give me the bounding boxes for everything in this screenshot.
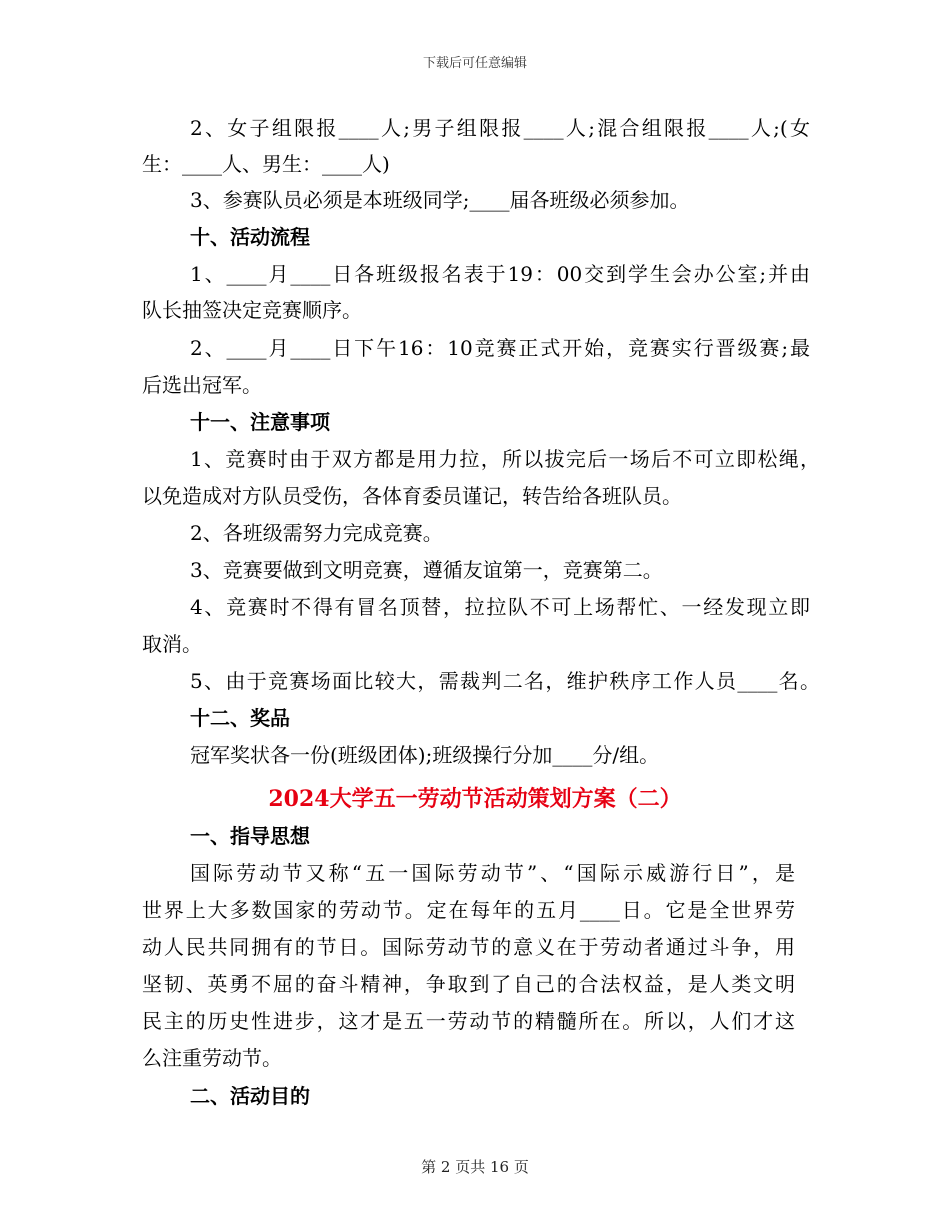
paragraph-line: 以免造成对方队员受伤，各体育委员谨记，转告给各班队员。	[142, 484, 682, 508]
section-heading: 二、活动目的	[190, 1084, 310, 1108]
paragraph-line: 2、各班级需努力完成竞赛。	[190, 521, 443, 545]
page-footer: 第 2 页共 16 页	[421, 1158, 529, 1176]
section-heading: 一、指导思想	[190, 824, 310, 848]
paragraph-line: 么注重劳动节。	[142, 1046, 282, 1070]
paragraph-line: 取消。	[142, 632, 202, 656]
section-heading: 十一、注意事项	[190, 410, 330, 434]
document-title: 2024大学五一劳动节活动策划方案（二）	[268, 786, 682, 812]
paragraph-line: 动人民共同拥有的节日。国际劳动节的意义在于劳动者通过斗争，用	[142, 935, 795, 959]
paragraph-line: 1、____月____日各班级报名表于19：00交到学生会办公室;并由	[190, 262, 810, 286]
paragraph-line: 3、竞赛要做到文明竞赛，遵循友谊第一，竞赛第二。	[190, 558, 663, 582]
paragraph-line: 冠军奖状各一份(班级团体);班级操行分加____分/组。	[190, 743, 660, 767]
paragraph-line: 国际劳动节又称“五一国际劳动节”、“国际示威游行日”，是	[190, 861, 795, 885]
paragraph-line: 2、女子组限报____人;男子组限报____人;混合组限报____人;(女	[190, 116, 810, 140]
paragraph-line: 世界上大多数国家的劳动节。定在每年的五月____日。它是全世界劳	[142, 898, 795, 922]
paragraph-line: 民主的历史性进步，这才是五一劳动节的精髓所在。所以，人们才这	[142, 1009, 795, 1033]
paragraph-line: 生：____人、男生：____人)	[142, 152, 390, 176]
paragraph-line: 后选出冠军。	[142, 373, 262, 397]
section-heading: 十二、奖品	[190, 706, 290, 730]
paragraph-line: 4、竞赛时不得有冒名顶替，拉拉队不可上场帮忙、一经发现立即	[190, 595, 810, 619]
page-header: 下载后可任意编辑	[422, 56, 527, 71]
paragraph-line: 5、由于竞赛场面比较大，需裁判二名，维护秩序工作人员____名。	[190, 669, 820, 693]
paragraph-line: 2、____月____日下午16：10竞赛正式开始，竞赛实行晋级赛;最	[190, 336, 810, 360]
paragraph-line: 坚韧、英勇不屈的奋斗精神，争取到了自己的合法权益，是人类文明	[142, 972, 795, 996]
paragraph-line: 1、竞赛时由于双方都是用力拉，所以拔完后一场后不可立即松绳，	[190, 447, 820, 471]
paragraph-line: 3、参赛队员必须是本班级同学;____届各班级必须参加。	[190, 188, 690, 212]
section-heading: 十、活动流程	[190, 225, 310, 249]
paragraph-line: 队长抽签决定竞赛顺序。	[142, 298, 362, 322]
